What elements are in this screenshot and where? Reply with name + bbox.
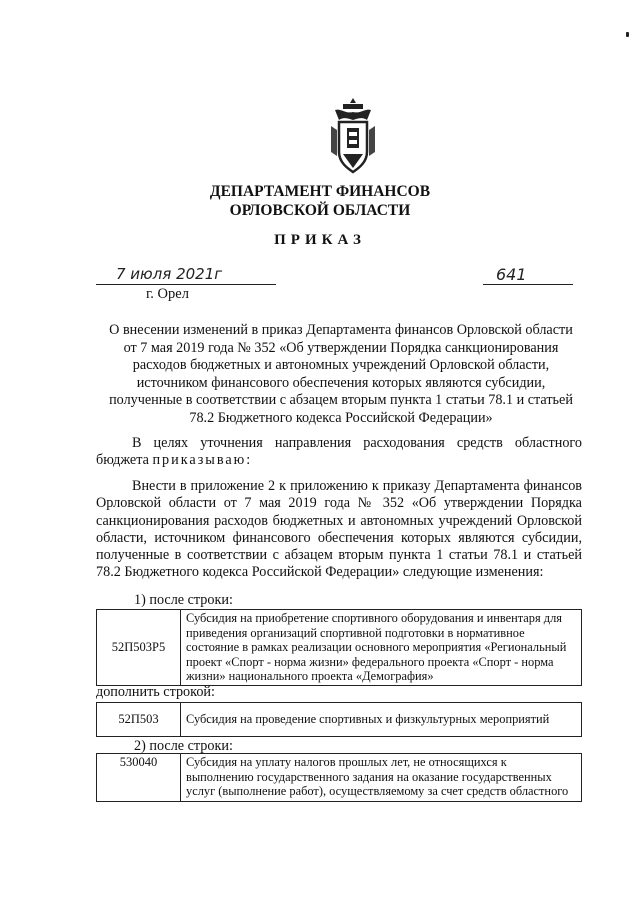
heading-line: от 7 мая 2019 года № 352 «Об утверждении Порядка санкционирования (123, 339, 559, 356)
heading-line: источником финансового обеспечения которых являются субсидии, (136, 374, 546, 391)
order-title: ПРИКАЗ (274, 232, 366, 248)
number-underline (483, 284, 573, 285)
table-row-added (96, 702, 582, 737)
handwritten-number: 641 (496, 265, 527, 284)
heading-line: расходов бюджетных и автономных учреждений Орловской области, (132, 357, 550, 374)
item1-label: 1) после строки: (134, 592, 233, 608)
subsidy-description-cell: Субсидия на приобретение спортивного оборудования и инвентаря для приведения организаций спортивной подготовки в нормативное состояние в рамках реализации основного мероприятия «Региональный проект «Спорт - норма жизни» федерального проекта «Спорт - норма жизни» национального проекта «Демография» (181, 610, 582, 686)
heading-line: 78.2 Бюджетного кодекса Российской Федерации» (189, 409, 493, 426)
heading-line: О внесении изменений в приказ Департамента финансов Орловской области (109, 322, 573, 338)
department-name-line1: ДЕПАРТАМЕНТ ФИНАНСОВ (209, 183, 431, 200)
order-word: приказываю: (152, 452, 253, 469)
order-heading (96, 322, 586, 428)
add-row-label: дополнить строкой: (96, 684, 215, 700)
table-row-after-1 (96, 609, 582, 686)
subsidy-description-cell: Субсидия на проведение спортивных и физкультурных мероприятий (181, 703, 582, 737)
table-row-after-2 (96, 753, 582, 802)
preamble-paragraph (96, 435, 582, 470)
preamble-text: В целях уточнения направления расходования средств областного бюджета (96, 435, 582, 469)
main-paragraph: Внести в приложение 2 к приложению к приказу Департамента финансов Орловской области от 7 мая 2019 года № 352 «Об утверждении Порядка санкционирования расходов бюджетных и автономных учреждений Орловской области, источником финансового обеспечения которых являются субсидии, полученные в соответствии с абзацем вторым пункта 1 статьи 78.1 и статьей 78.2 Бюджетного кодекса Российской Федерации» следующие изменения: (96, 478, 582, 581)
coat-of-arms-icon (329, 96, 377, 176)
budget-code-cell: 52П503Р5 (97, 610, 181, 686)
item2-label: 2) после строки: (134, 738, 233, 754)
subsidy-description-cell: Субсидия на уплату налогов прошлых лет, не относящихся к выполнению государственного задания на оказание государственных услуг (выполнение работ), осуществляемому за счет средств областного (181, 754, 582, 802)
date-underline (96, 284, 276, 285)
handwritten-date: 7 июля 2021г (116, 265, 223, 283)
budget-code-cell: 52П503 (97, 703, 181, 737)
heading-line: полученные в соответствии с абзацем вторым пункта 1 статьи 78.1 и статьей (109, 392, 573, 409)
department-name-line2: ОРЛОВСКОЙ ОБЛАСТИ (229, 202, 411, 219)
budget-code-cell: 530040 (97, 754, 181, 802)
scan-speck (626, 32, 629, 37)
city-label: г. Орел (146, 286, 189, 302)
